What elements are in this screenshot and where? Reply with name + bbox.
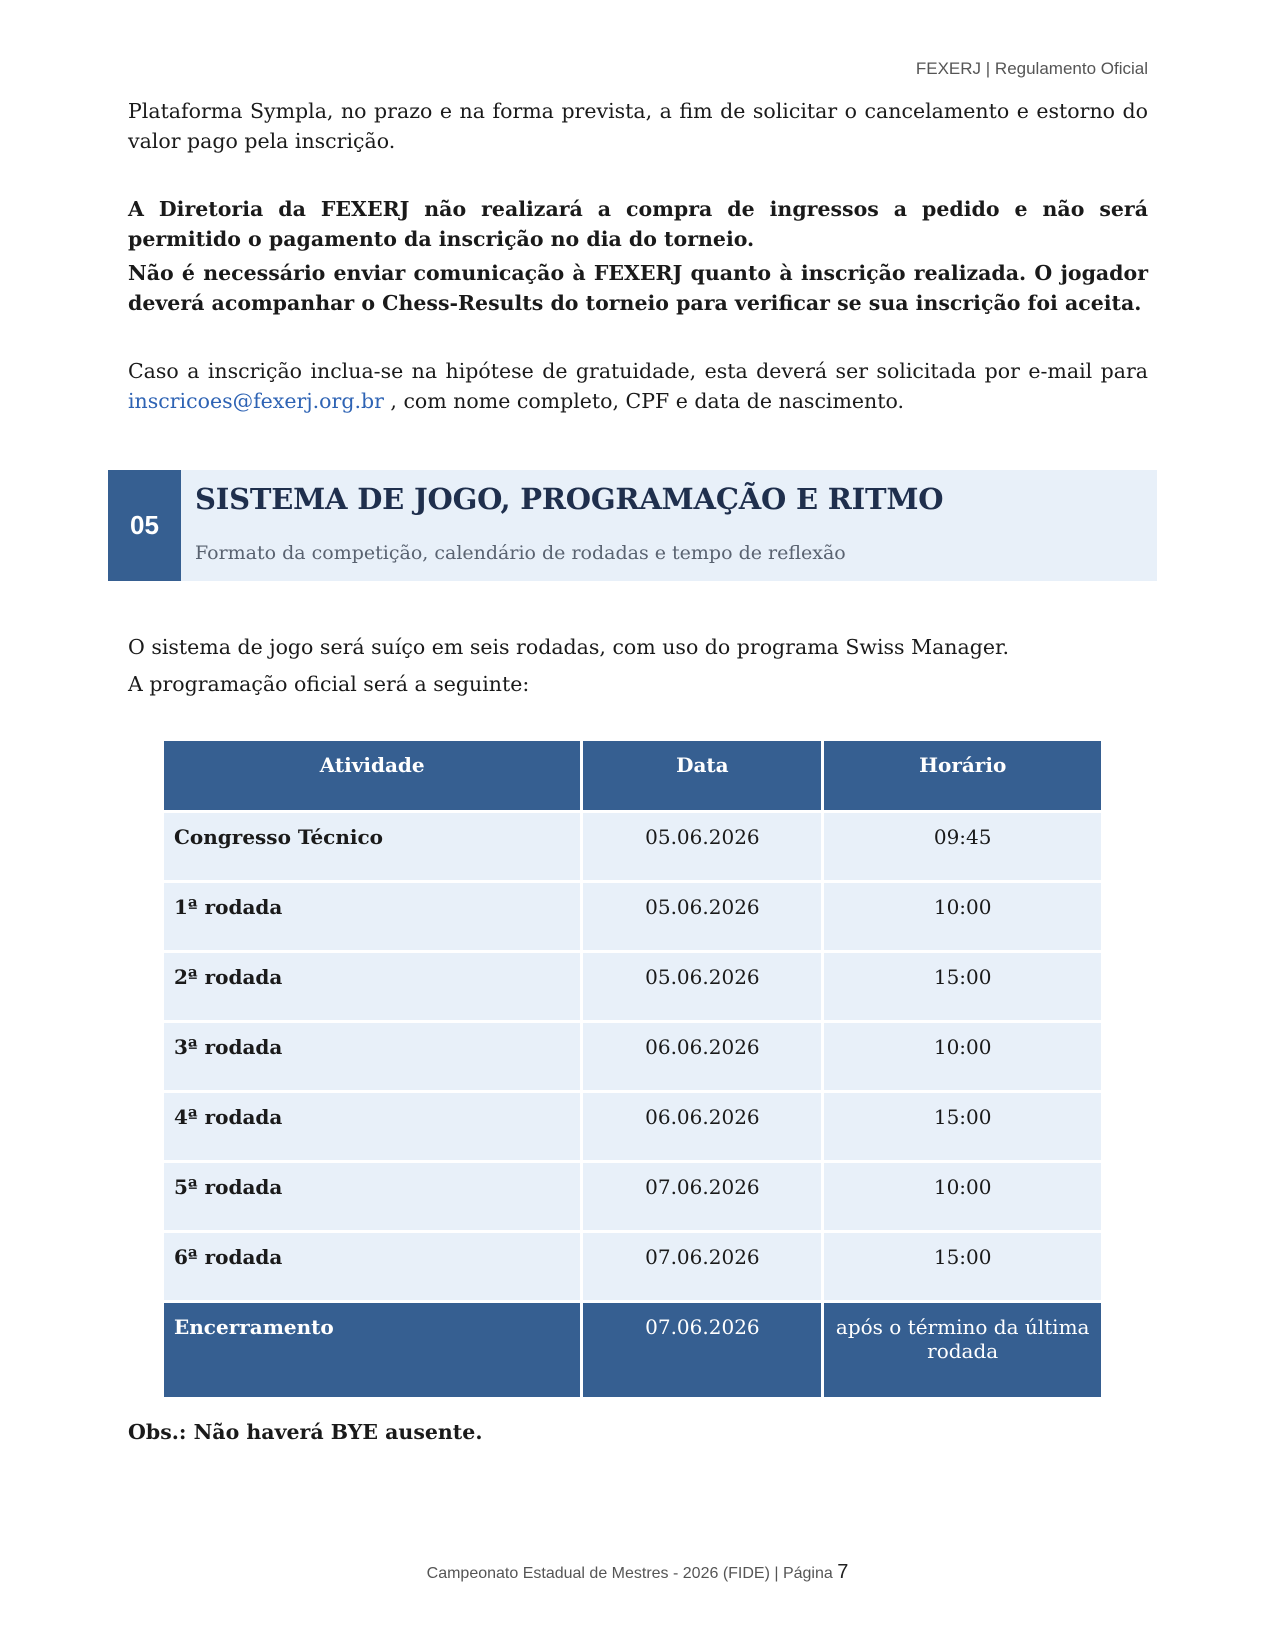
running-header: FEXERJ | Regulamento Oficial [915, 59, 1148, 78]
cell-time: 10:00 [824, 883, 1101, 950]
cell-activity: 4ª rodada [164, 1093, 580, 1160]
header-date: Data [583, 741, 821, 810]
cell-activity: 5ª rodada [164, 1163, 580, 1230]
footer-text: Campeonato Estadual de Mestres - 2026 (FIDE) | Página [426, 1565, 838, 1582]
cell-time: 09:45 [824, 813, 1101, 880]
page-number: 7 [837, 1561, 849, 1583]
cell-time: 15:00 [824, 1093, 1101, 1160]
table-header-row [164, 741, 1101, 810]
cell-activity: Congresso Técnico [164, 813, 580, 880]
table-row [164, 1093, 1101, 1160]
cell-time: após o término da última rodada [824, 1303, 1101, 1397]
cell-activity: 2ª rodada [164, 953, 580, 1020]
header-activity: Atividade [164, 741, 580, 810]
page-footer [0, 1561, 1275, 1584]
cell-time: 10:00 [824, 1023, 1101, 1090]
table-row [164, 1023, 1101, 1090]
intro-line-schedule: A programação oficial será a seguinte: [128, 672, 530, 696]
table-row [164, 883, 1101, 950]
cell-date: 07.06.2026 [583, 1233, 821, 1300]
paragraph-gratuity [128, 356, 1148, 416]
paragraph-refund: Plataforma Sympla, no prazo e na forma prevista, a fim de solicitar o cancelamento e estorno do valor pago pela inscrição. [128, 99, 1148, 153]
section-header [108, 470, 1157, 581]
paragraph-no-purchase: A Diretoria da FEXERJ não realizará a compra de ingressos a pedido e não será permitido o pagamento da inscrição no dia do torneio. [128, 197, 1148, 251]
cell-time: 15:00 [824, 953, 1101, 1020]
paragraph-no-communication: Não é necessário enviar comunicação à FEXERJ quanto à inscrição realizada. O jogador deverá acompanhar o Chess-Results do torneio para verificar se sua inscrição foi aceita. [128, 261, 1148, 315]
section-number: 05 [108, 470, 181, 581]
header-time: Horário [824, 741, 1101, 810]
table-row [164, 1233, 1101, 1300]
cell-activity: 3ª rodada [164, 1023, 580, 1090]
body-text [128, 96, 1148, 416]
section-subtitle: Formato da competição, calendário de rodadas e tempo de reflexão [195, 542, 846, 564]
cell-date: 05.06.2026 [583, 953, 821, 1020]
cell-date: 05.06.2026 [583, 883, 821, 950]
table-row [164, 813, 1101, 880]
intro-text [128, 632, 1148, 706]
table-row [164, 953, 1101, 1020]
cell-date: 07.06.2026 [583, 1303, 821, 1397]
cell-activity: 6ª rodada [164, 1233, 580, 1300]
table-row-closing [164, 1303, 1101, 1397]
cell-date: 06.06.2026 [583, 1023, 821, 1090]
section-title: SISTEMA DE JOGO, PROGRAMAÇÃO E RITMO [195, 482, 944, 516]
observation-note: Obs.: Não haverá BYE ausente. [128, 1420, 483, 1444]
cell-date: 07.06.2026 [583, 1163, 821, 1230]
gratuity-text: Caso a inscrição inclua-se na hipótese de gratuidade, esta deverá ser solicitada por e-mail para [128, 359, 1148, 383]
cell-date: 06.06.2026 [583, 1093, 821, 1160]
cell-activity: Encerramento [164, 1303, 580, 1397]
intro-line-system: O sistema de jogo será suíço em seis rodadas, com uso do programa Swiss Manager. [128, 635, 1010, 659]
gratuity-text-end: , com nome completo, CPF e data de nascimento. [383, 389, 904, 413]
email-link[interactable]: inscricoes@fexerj.org.br [128, 389, 384, 413]
cell-time: 15:00 [824, 1233, 1101, 1300]
table-row [164, 1163, 1101, 1230]
schedule-table [161, 738, 1104, 1400]
cell-activity: 1ª rodada [164, 883, 580, 950]
cell-date: 05.06.2026 [583, 813, 821, 880]
cell-time: 10:00 [824, 1163, 1101, 1230]
